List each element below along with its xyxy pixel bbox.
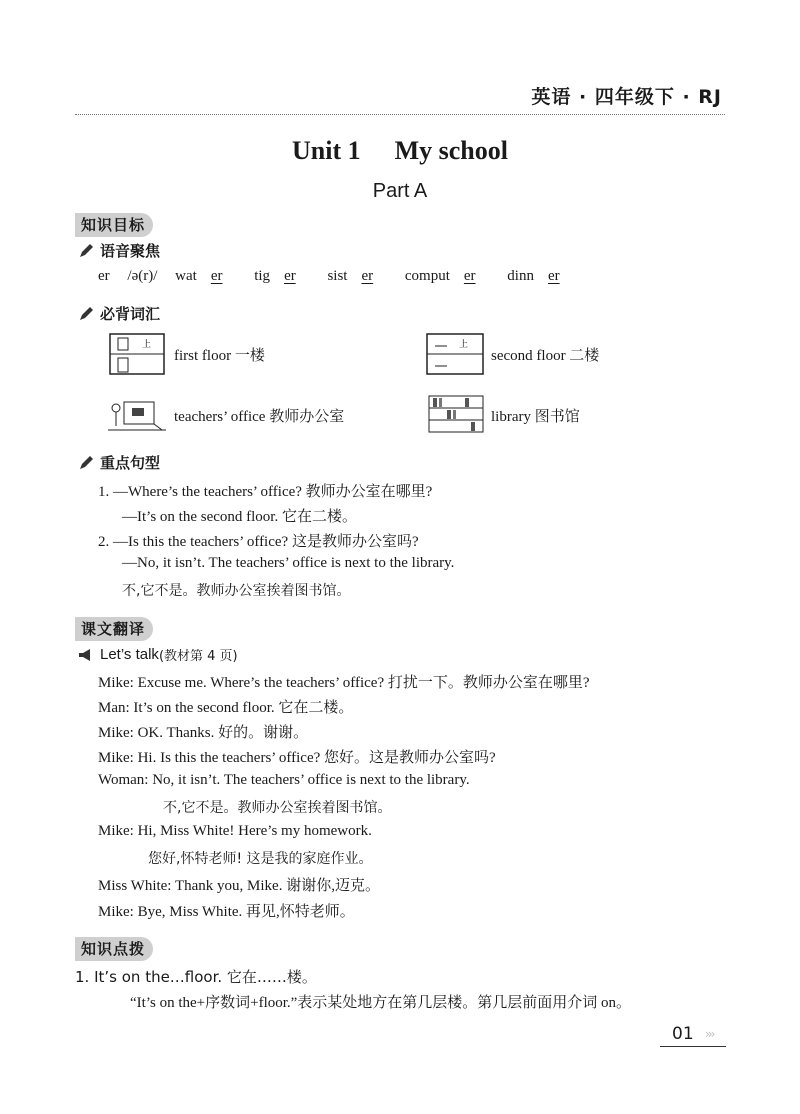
- section-text-translation: 课文翻译: [75, 617, 153, 641]
- vocab-label: second floor 二楼: [491, 347, 600, 364]
- part-title: Part A: [372, 180, 428, 202]
- phonics-word: tig er: [254, 268, 296, 284]
- book-series-label: 英语 · 四年级下 · RJ: [531, 86, 722, 108]
- vocab-heading: [78, 303, 160, 324]
- page-number: 01: [672, 1024, 694, 1044]
- megaphone-icon: [78, 648, 94, 662]
- vocab-library: [427, 394, 580, 436]
- point-body: “It’s on the+序数词+floor.”表示某处地方在第几层楼。第几层前面用介词 on。: [130, 995, 632, 1011]
- unit-title: [0, 136, 800, 166]
- svg-text:上: 上: [142, 340, 152, 350]
- svg-text:上: 上: [459, 340, 469, 350]
- dialogue-line: Mike: Excuse me. Where’s the teachers’ office? 打扰一下。教师办公室在哪里?: [98, 675, 590, 691]
- vocab-label: library 图书馆: [491, 408, 580, 425]
- page-arrows-icon: ›››: [705, 1027, 714, 1041]
- vocab-label: first floor 一楼: [174, 347, 265, 364]
- pen-icon: [78, 455, 94, 471]
- first-floor-icon: [108, 332, 170, 376]
- sentence-line: 2. —Is this the teachers’ office? 这是教师办公室吗?: [98, 534, 419, 550]
- dialogue-line: 您好,怀特老师! 这是我的家庭作业。: [148, 851, 373, 867]
- section-knowledge-points: 知识点拨: [75, 937, 153, 961]
- dialogue-line: Woman: No, it isn’t. The teachers’ office is next to the library.: [98, 772, 470, 788]
- dialogue-line: Mike: Hi. Is this the teachers’ office? 您好。这是教师办公室吗?: [98, 750, 496, 766]
- unit-name: My school: [394, 136, 508, 165]
- phonics-ipa: /ə(r)/: [127, 268, 158, 284]
- sentence-line: —No, it isn’t. The teachers’ office is next to the library.: [122, 555, 455, 571]
- unit-number: Unit 1: [291, 136, 361, 165]
- phonics-word: dinn er: [507, 268, 560, 284]
- vocab-teachers-office: [104, 394, 344, 436]
- phonics-word: sist er: [327, 268, 374, 284]
- dialogue-line: Man: It’s on the second floor. 它在二楼。: [98, 700, 354, 716]
- phonics-letters: er: [98, 268, 110, 284]
- sentences-heading-label: 重点句型: [100, 454, 161, 472]
- dialogue-line: Mike: OK. Thanks. 好的。谢谢。: [98, 725, 309, 741]
- talk-heading: [78, 645, 238, 664]
- phonics-word: wat er: [175, 268, 223, 284]
- phonics-heading-label: 语音聚焦: [100, 242, 161, 260]
- footer-divider: [660, 1046, 726, 1047]
- dialogue-line: Miss White: Thank you, Mike. 谢谢你,迈克。: [98, 878, 380, 894]
- vocab-heading-label: 必背词汇: [100, 305, 161, 323]
- sentence-line: 1. —Where’s the teachers’ office? 教师办公室在哪里?: [98, 484, 433, 500]
- dialogue-line: Mike: Bye, Miss White. 再见,怀特老师。: [98, 904, 355, 920]
- teachers-office-icon: [104, 394, 170, 436]
- sentence-line: —It’s on the second floor. 它在二楼。: [122, 509, 357, 525]
- phonics-row: [98, 268, 588, 285]
- dialogue-line: 不,它不是。教师办公室挨着图书馆。: [163, 800, 392, 816]
- phonics-heading: [78, 240, 160, 261]
- pen-icon: [78, 243, 94, 259]
- talk-page-ref: (教材第 4 页): [158, 649, 238, 664]
- vocab-label: teachers’ office 教师办公室: [174, 408, 345, 425]
- dialogue-line: Mike: Hi, Miss White! Here’s my homework.: [98, 823, 372, 839]
- pen-icon: [78, 306, 94, 322]
- sentence-line: 不,它不是。教师办公室挨着图书馆。: [122, 583, 351, 599]
- section-knowledge-goals: 知识目标: [75, 213, 153, 237]
- vocab-second-floor: [425, 332, 599, 376]
- talk-heading-label: Let’s talk: [100, 646, 159, 663]
- point-title: 1. It’s on the…floor. 它在……楼。: [75, 968, 317, 986]
- phonics-word: comput er: [404, 268, 476, 284]
- library-icon: [427, 394, 487, 436]
- vocab-first-floor: [108, 332, 265, 376]
- header-divider: [75, 114, 725, 115]
- sentences-heading: [78, 452, 160, 473]
- second-floor-icon: [425, 332, 487, 376]
